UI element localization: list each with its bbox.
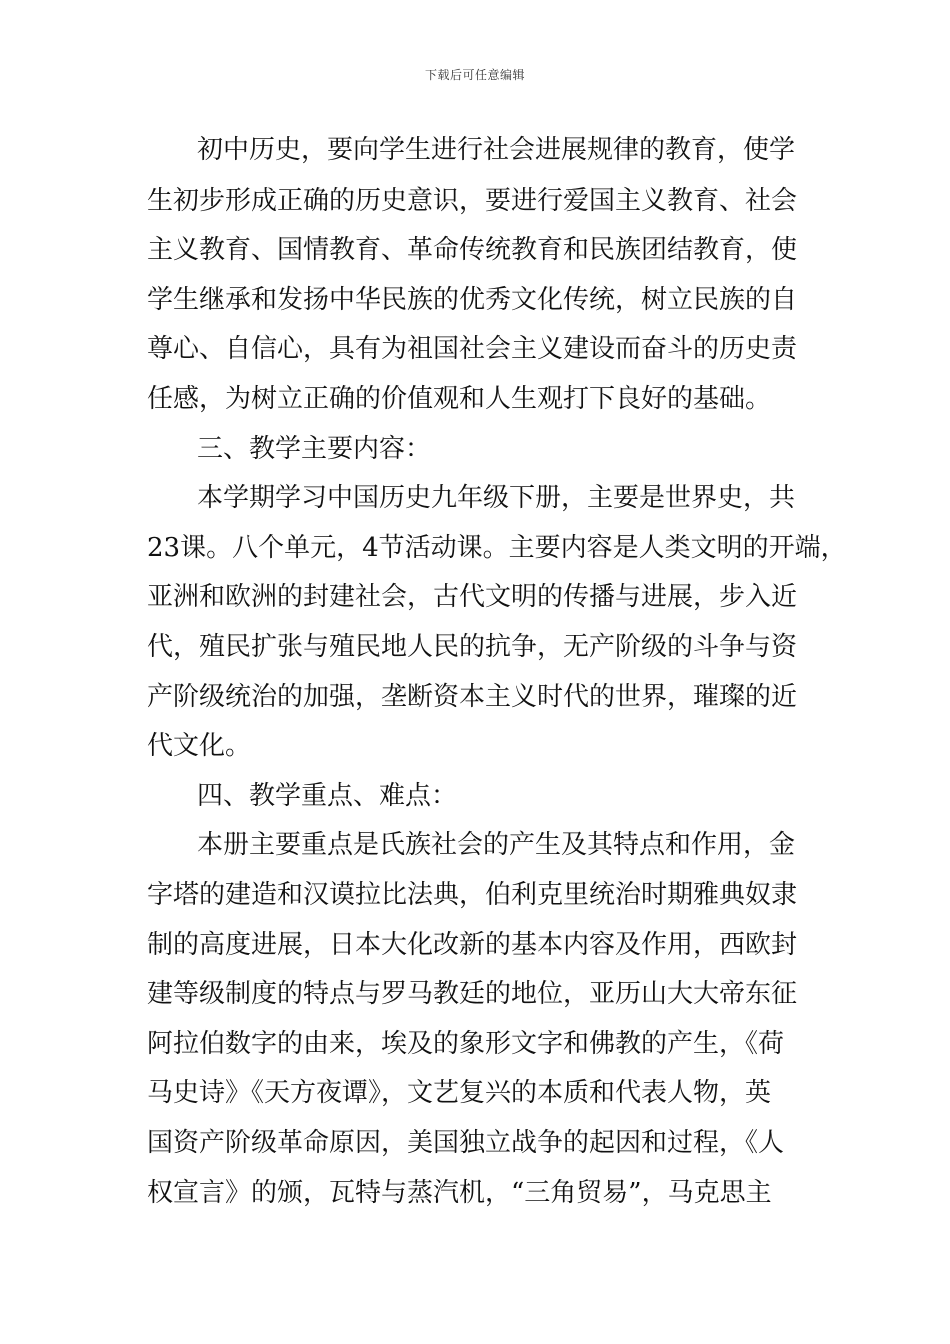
paragraph-line: 代，殖民扩张与殖民地人民的抗争，无产阶级的斗争与资: [147, 632, 798, 662]
paragraph-line: 亚洲和欧洲的封建社会，古代文明的传播与进展，步入近: [147, 582, 798, 612]
paragraph-line: 本册主要重点是氏族社会的产生及其特点和作用，金: [197, 830, 796, 860]
section-heading: 四、教学重点、难点：: [197, 781, 458, 811]
paragraph-line: 制的高度进展，日本大化改新的基本内容及作用，西欧封: [147, 930, 798, 960]
paragraph-line: 23课。八个单元，4节活动课。主要内容是人类文明的开端，: [147, 533, 847, 563]
paragraph-line: 产阶级统治的加强，垄断资本主义时代的世界，璀璨的近: [147, 682, 798, 712]
paragraph-line: 阿拉伯数字的由来，埃及的象形文字和佛教的产生，《荷: [147, 1029, 785, 1059]
paragraph-line: 代文化。: [147, 731, 252, 761]
paragraph-line: 尊心、自信心，具有为祖国社会主义建设而奋斗的历史责: [147, 334, 798, 364]
paragraph-line: 权宣言》的颁，瓦特与蒸汽机，“三角贸易”，马克思主: [147, 1178, 772, 1208]
paragraph-line: 字塔的建造和汉谟拉比法典，伯利克里统治时期雅典奴隶: [147, 880, 798, 910]
page-header: 下载后可任意编辑: [424, 68, 525, 82]
paragraph-line: 任感，为树立正确的价值观和人生观打下良好的基础。: [147, 384, 772, 414]
paragraph-line: 主义教育、国情教育、革命传统教育和民族团结教育，使: [147, 235, 798, 265]
paragraph-line: 本学期学习中国历史九年级下册，主要是世界史，共: [197, 483, 796, 513]
paragraph-line: 学生继承和发扬中华民族的优秀文化传统，树立民族的自: [147, 285, 798, 315]
paragraph-line: 马史诗》《天方夜谭》，文艺复兴的本质和代表人物，英: [147, 1078, 772, 1108]
paragraph-line: 初中历史，要向学生进行社会进展规律的教育，使学: [197, 135, 796, 165]
paragraph-line: 生初步形成正确的历史意识，要进行爱国主义教育、社会: [147, 186, 798, 216]
paragraph-line: 建等级制度的特点与罗马教廷的地位，亚历山大大帝东征: [147, 979, 798, 1009]
paragraph-line: 国资产阶级革命原因，美国独立战争的起因和过程，《人: [147, 1128, 785, 1158]
section-heading: 三、教学主要内容：: [197, 434, 432, 464]
